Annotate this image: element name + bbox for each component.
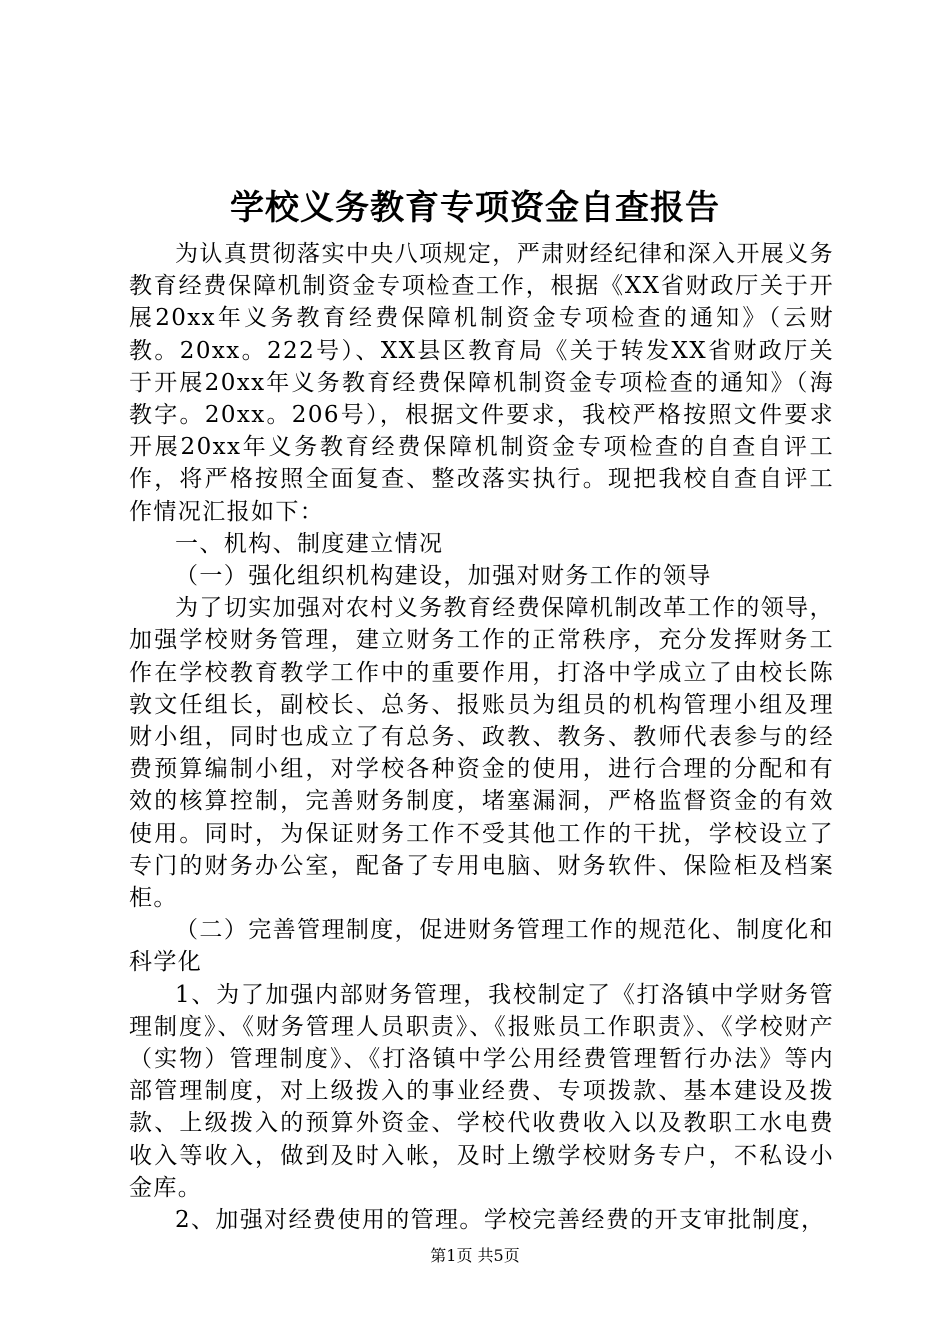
- section-heading-1: 一、机构、制度建立情况: [175, 530, 444, 557]
- body-paragraph-item-2: 2、加强对经费使用的管理。学校完善经费的开支审批制度，: [175, 1207, 826, 1234]
- body-paragraph-organization: 为了切实加强对农村义务教育经费保障机制改革工作的领导，加强学校财务管理，建立财务工作的正常秩序，充分发挥财务工作在学校教育教学工作中的重要作用，打洛中学成立了由校长陈敦文任组长，副校长、总务、报账员为组员的机构管理小组及理财小组，同时也成立了有总务、政教、教务、教师代表参与的经费预算编制小组，对学校各种资金的使用，进行合理的分配和有效的核算控制，完善财务制度，堵塞漏洞，严格监督资金的有效使用。同时，为保证财务工作不受其他工作的干扰，学校设立了专门的财务办公室，配备了专用电脑、财务软件、保险柜及档案柜。: [129, 595, 834, 912]
- intro-paragraph: 为认真贯彻落实中央八项规定，严肃财经纪律和深入开展义务教育经费保障机制资金专项检查工作，根据《XX省财政厅关于开展20xx年义务教育经费保障机制资金专项检查的通知》（云财教。20xx。222号）、XX县区教育局《关于转发XX省财政厅关于开展20xx年义务教育经费保障机制资金专项检查的通知》（海教字。20xx。206号），根据文件要求，我校严格按照文件要求开展20xx年义务教育经费保障机制资金专项检查的自查自评工作，将严格按照全面复查、整改落实执行。现把我校自查自评工作情况汇报如下：: [129, 241, 834, 525]
- document-body: [129, 238, 834, 1236]
- subsection-heading-1: （一）强化组织机构建设，加强对财务工作的领导: [175, 563, 712, 590]
- body-paragraph-item-1: 1、为了加强内部财务管理，我校制定了《打洛镇中学财务管理制度》、《财务管理人员职责》、《报账员工作职责》、《学校财产（实物）管理制度》、《打洛镇中学公用经费管理暂行办法》等内部管理制度，对上级拨入的事业经费、专项拨款、基本建设及拨款、上级拨入的预算外资金、学校代收费收入以及教职工水电费收入等收入，做到及时入帐，及时上缴学校财务专户，不私设小金库。: [129, 981, 834, 1201]
- document-title: 学校义务教育专项资金自查报告: [230, 188, 720, 228]
- subsection-heading-2: （二）完善管理制度，促进财务管理工作的规范化、制度化和科学化: [129, 917, 834, 976]
- page-footer: 第1页 共5页: [430, 1246, 520, 1265]
